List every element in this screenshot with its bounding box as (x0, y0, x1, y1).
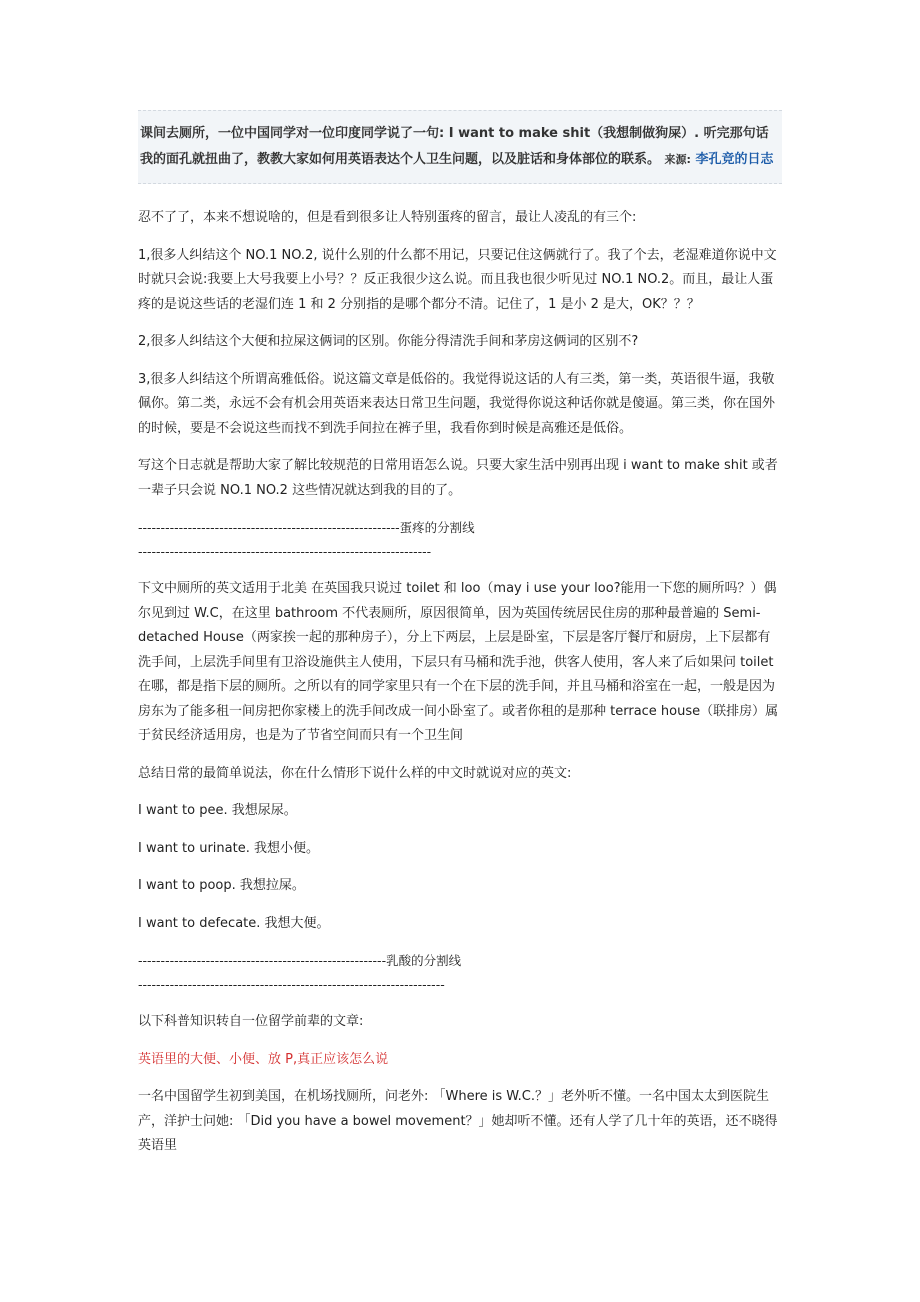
intro-paragraph: 忍不了了，本来不想说啥的，但是看到很多让人特别蛋疼的留言，最让人凌乱的有三个: (138, 210, 637, 225)
source-label: 来源: (664, 153, 691, 166)
section-heading: 英语里的大便、小便、放 P,真正应该怎么说 (138, 1051, 389, 1067)
phrase-poop: I want to poop. 我想拉屎。 (138, 878, 305, 893)
phrase-pee: I want to pee. 我想尿尿。 (138, 803, 297, 818)
paragraph-purpose: 写这个日志就是帮助大家了解比较规范的日常用语怎么说。只要大家生活中别再出现 i want to make shit 或者一辈子只会说 NO.1 NO.2 这些情况就达到我的目的了。 (138, 458, 778, 498)
phrase-defecate: I want to defecate. 我想大便。 (138, 915, 330, 931)
separator-line: -------------------------------------------------------------------- (138, 977, 445, 992)
paragraph-point-3: 3,很多人纠结这个所谓高雅低俗。说这篇文章是低俗的。我觉得说这话的人有三类，第一类，英语很牛逼，我敬佩你。第二类，永远不会有机会用英语来表达日常卫生问题，我觉得你说这种话你就是傻逼。第三类，你在国外的时候，要是不会说这些而找不到洗手间拉在裤子里，我看你到时候是高雅还是低俗。 (138, 371, 776, 436)
paragraph-summary-phrases: 总结日常的最简单说法，你在什么情形下说什么样的中文时就说对应的英文: (138, 765, 572, 781)
article (138, 110, 782, 1159)
phrase-urinate: I want to urinate. 我想小便。 (138, 840, 319, 856)
paragraph-point-2: 2,很多人纠结这个大便和拉屎这俩词的区别。你能分得清洗手间和茅房这俩词的区别不? (138, 334, 639, 349)
source-link[interactable]: 李孔竞的日志 (695, 152, 774, 167)
separator-line: -------------------------------------------------------乳酸的分割线 (138, 953, 462, 968)
paragraph-story: 一名中国留学生初到美国，在机场找厕所，问老外: 「Where is W.C.？」老外听不懂。一名中国太太到医院生产，洋护士问她: 「Did you have a bowel movement？」她却听不懂。还有人学了几十年的英语，还不晓得英语里 (138, 1089, 778, 1153)
separator-line: ----------------------------------------------------------------- (138, 544, 432, 559)
summary-text: 课间去厕所，一位中国同学对一位印度同学说了一句: I want to make shit（我想制做狗屎）. 听完那句话我的面孔就扭曲了，教教大家如何用英语表达个人卫生问题，以及脏话和身体部位的联系。 (140, 126, 769, 167)
paragraph-point-1: 1,很多人纠结这个 NO.1 NO.2, 说什么别的什么都不用记，只要记住这俩就行了。我了个去，老湿难道你说中文时就只会说:我要上大号我要上小号？？反正我很少这么说。而且我也很少听见过 NO.1 NO.2。而且，最让人蛋疼的是说这些话的老湿们连 1 和 2 分别指的是哪个都分不清。记住了，1 是小 2 是大，OK？？？ (138, 247, 777, 312)
paragraph-quoted-source: 以下科普知识转自一位留学前辈的文章: (138, 1014, 364, 1029)
paragraph-uk-toilet: 下文中厕所的英文适用于北美 在英国我只说过 toilet 和 loo（may i use your loo?能用一下您的厕所吗？）偶尔见到过 W.C，在这里 bathroom 不代表厕所，原因很简单，因为英国传统居民住房的那种最普遍的 Semi-detached House（两家挨一起的那种房子），分上下两层，上层是卧室，下层是客厅餐厅和厨房，上下层都有洗手间，上层洗手间里有卫浴设施供主人使用，下层只有马桶和洗手池，供客人使用，客人来了后如果问 toilet 在哪，都是指下层的厕所。之所以有的同学家里只有一个在下层的洗手间，并且马桶和浴室在一起，一般是因为房东为了能多租一间房把你家楼上的洗手间改成一间小卧室了。或者你租的是那种 terrace house（联排房）属于贫民经济适用房，也是为了节省空间而只有一个卫生间 (138, 581, 779, 743)
separator-line: ----------------------------------------------------------蛋疼的分割线 (138, 520, 475, 535)
article-summary-box (138, 110, 782, 184)
